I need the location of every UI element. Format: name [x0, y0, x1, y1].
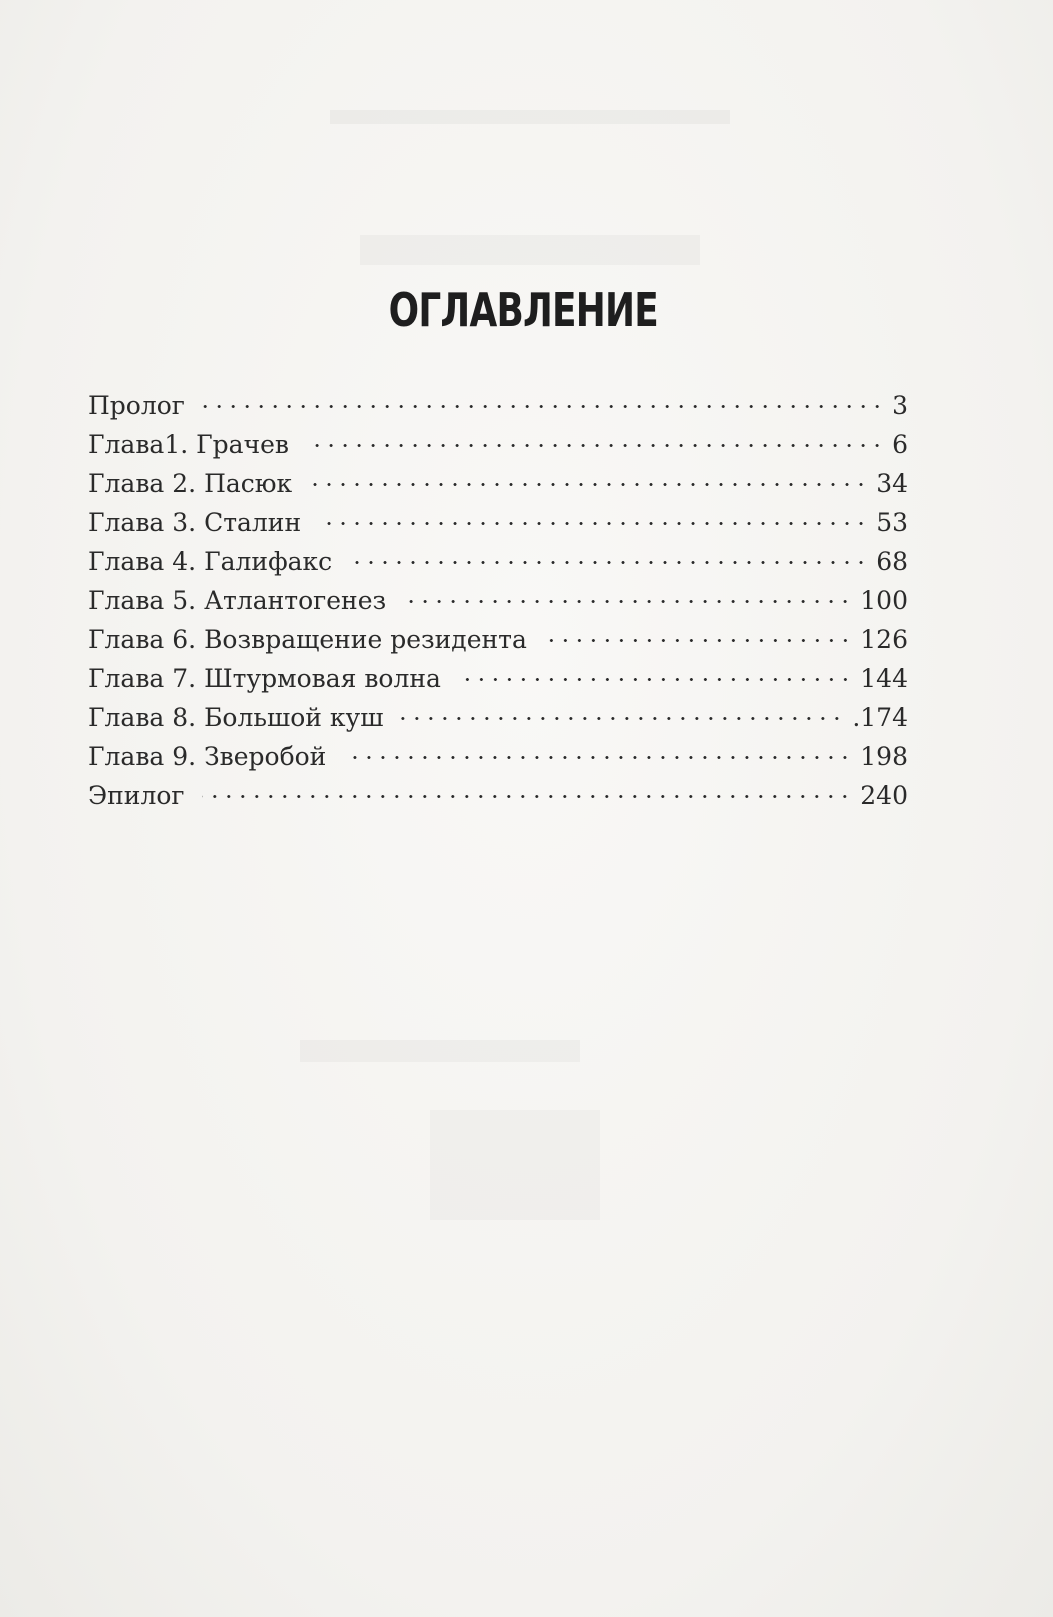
page-title: ОГЛАВЛЕНИЕ [388, 283, 658, 337]
dot-leader [404, 600, 852, 603]
toc-entry-label: Глава 3. Сталин [88, 508, 302, 537]
toc-entry-label: Эпилог [88, 781, 185, 810]
dot-leader [459, 678, 852, 681]
toc-entry [88, 464, 908, 503]
toc-entry [88, 581, 908, 620]
toc-entry-page: 34 [876, 469, 908, 498]
toc-entry [88, 620, 908, 659]
show-through-block [300, 1040, 580, 1062]
toc-entry-label: Глава 9. Зверобой [88, 742, 327, 771]
table-of-contents [88, 386, 908, 815]
toc-entry-label: Пролог [88, 391, 185, 420]
toc-entry-label: Глава1. Грачев [88, 430, 289, 459]
toc-entry-page: 198 [860, 742, 908, 771]
toc-entry [88, 542, 908, 581]
toc-entry [88, 425, 908, 464]
toc-entry-label: Глава 2. Пасюк [88, 469, 293, 498]
toc-entry-page: .174 [852, 703, 908, 732]
toc-entry-page: 100 [860, 586, 908, 615]
toc-entry [88, 386, 908, 425]
dot-leader [319, 522, 868, 525]
toc-entry [88, 503, 908, 542]
toc-entry-page: 53 [876, 508, 908, 537]
show-through-block [430, 1110, 600, 1220]
show-through-block [330, 110, 730, 124]
toc-entry-label: Глава 8. Большой куш [88, 703, 384, 732]
toc-entry [88, 698, 908, 737]
toc-entry-page: 144 [860, 664, 908, 693]
dot-leader [344, 756, 852, 759]
toc-entry [88, 659, 908, 698]
toc-entry-page: 240 [860, 781, 908, 810]
toc-entry-label: Глава 4. Галифакс [88, 547, 333, 576]
toc-entry-page: 3 [892, 391, 908, 420]
toc-entry [88, 776, 908, 815]
dot-leader [310, 483, 868, 486]
toc-entry-page: 126 [860, 625, 908, 654]
toc-entry-label: Глава 6. Возвращение резидента [88, 625, 527, 654]
dot-leader [350, 561, 868, 564]
dot-leader [202, 795, 852, 798]
toc-entry-page: 68 [876, 547, 908, 576]
show-through-block [360, 235, 700, 265]
toc-entry-page: 6 [892, 430, 908, 459]
dot-leader [401, 717, 844, 720]
dot-leader [203, 405, 884, 408]
toc-entry-label: Глава 5. Атлантогенез [88, 586, 387, 615]
toc-entry-label: Глава 7. Штурмовая волна [88, 664, 441, 693]
toc-entry [88, 737, 908, 776]
dot-leader [307, 444, 884, 447]
dot-leader [545, 639, 852, 642]
